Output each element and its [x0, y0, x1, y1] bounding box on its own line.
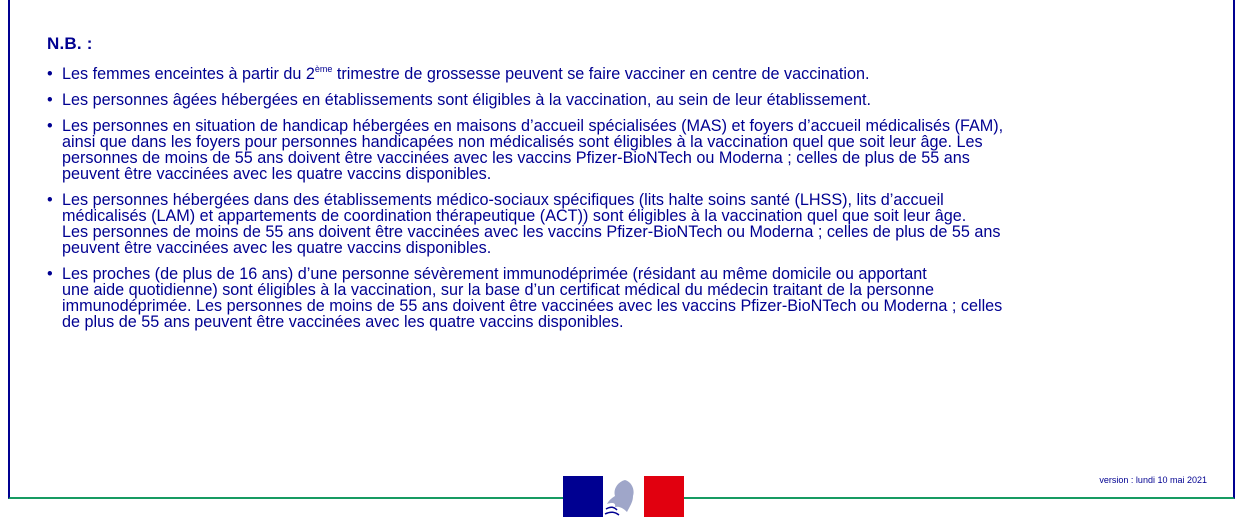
- list-item: [44, 118, 1204, 182]
- note-superscript: ème: [314, 63, 333, 74]
- note-line: peuvent être vaccinées avec les quatre vaccins disponibles.: [62, 165, 492, 183]
- version-label: version : lundi 10 mai 2021: [1099, 475, 1207, 485]
- bullet: •: [47, 91, 53, 109]
- bullet: •: [47, 65, 53, 83]
- note-text: Les personnes âgées hébergées en établissements sont éligibles à la vaccination, au sein de leur établissement.: [62, 91, 871, 109]
- note-line: une aide quotidienne) sont éligibles à la vaccination, sur la base d’un certificat médical du médecin traitant de la personne: [62, 281, 934, 299]
- marianne-profile-icon: [603, 476, 644, 517]
- flag-blue-band: [563, 476, 603, 517]
- note-line: immunodéprimée. Les personnes de moins de 55 ans doivent être vaccinées avec les vaccins Pfizer-BioNTech ou Moderna ; celles: [62, 297, 1003, 315]
- bullet: •: [47, 265, 53, 283]
- note-line: Les proches (de plus de 16 ans) d’une personne sévèrement immunodéprimée (résidant au même domicile ou apportant: [62, 265, 927, 283]
- list-item: [44, 192, 1204, 256]
- note-text: trimestre de grossesse peuvent se faire vacciner en centre de vaccination.: [332, 65, 870, 83]
- note-line: médicalisés (LAM) et appartements de coordination thérapeutique (ACT)) sont éligibles à la vaccination quel que soit leur âge.: [62, 207, 967, 225]
- notes-list: [44, 62, 1204, 340]
- flag-red-band: [644, 476, 684, 517]
- nb-heading: N.B. :: [47, 34, 93, 53]
- note-line: Les personnes de moins de 55 ans doivent être vaccinées avec les vaccins Pfizer-BioNTech ou Moderna ; celles de plus de 55 ans: [62, 223, 1001, 241]
- bullet: •: [47, 191, 53, 209]
- note-line: de plus de 55 ans peuvent être vaccinées avec les quatre vaccins disponibles.: [62, 313, 624, 331]
- note-line: ainsi que dans les foyers pour personnes handicapées non médicalisés sont éligibles à la vaccination quel que soit leur âge. Les: [62, 133, 983, 151]
- note-line: Les personnes en situation de handicap hébergées en maisons d’accueil spécialisées (MAS) et foyers d’accueil médicalisés (FAM),: [62, 117, 1004, 135]
- note-text: Les femmes enceintes à partir du 2: [62, 65, 315, 83]
- note-line: peuvent être vaccinées avec les quatre vaccins disponibles.: [62, 239, 492, 257]
- marianne-logo-icon: [563, 476, 684, 517]
- list-item: [44, 62, 1204, 82]
- note-line: personnes de moins de 55 ans doivent être vaccinées avec les vaccins Pfizer-BioNTech ou Moderna ; celles de plus de 55 ans: [62, 149, 970, 167]
- bullet: •: [47, 117, 53, 135]
- list-item: [44, 266, 1204, 330]
- note-line: Les personnes hébergées dans des établissements médico-sociaux spécifiques (lits halte soins santé (LHSS), lits d’accueil: [62, 191, 944, 209]
- list-item: [44, 92, 1204, 108]
- flag-white-band: [603, 476, 644, 517]
